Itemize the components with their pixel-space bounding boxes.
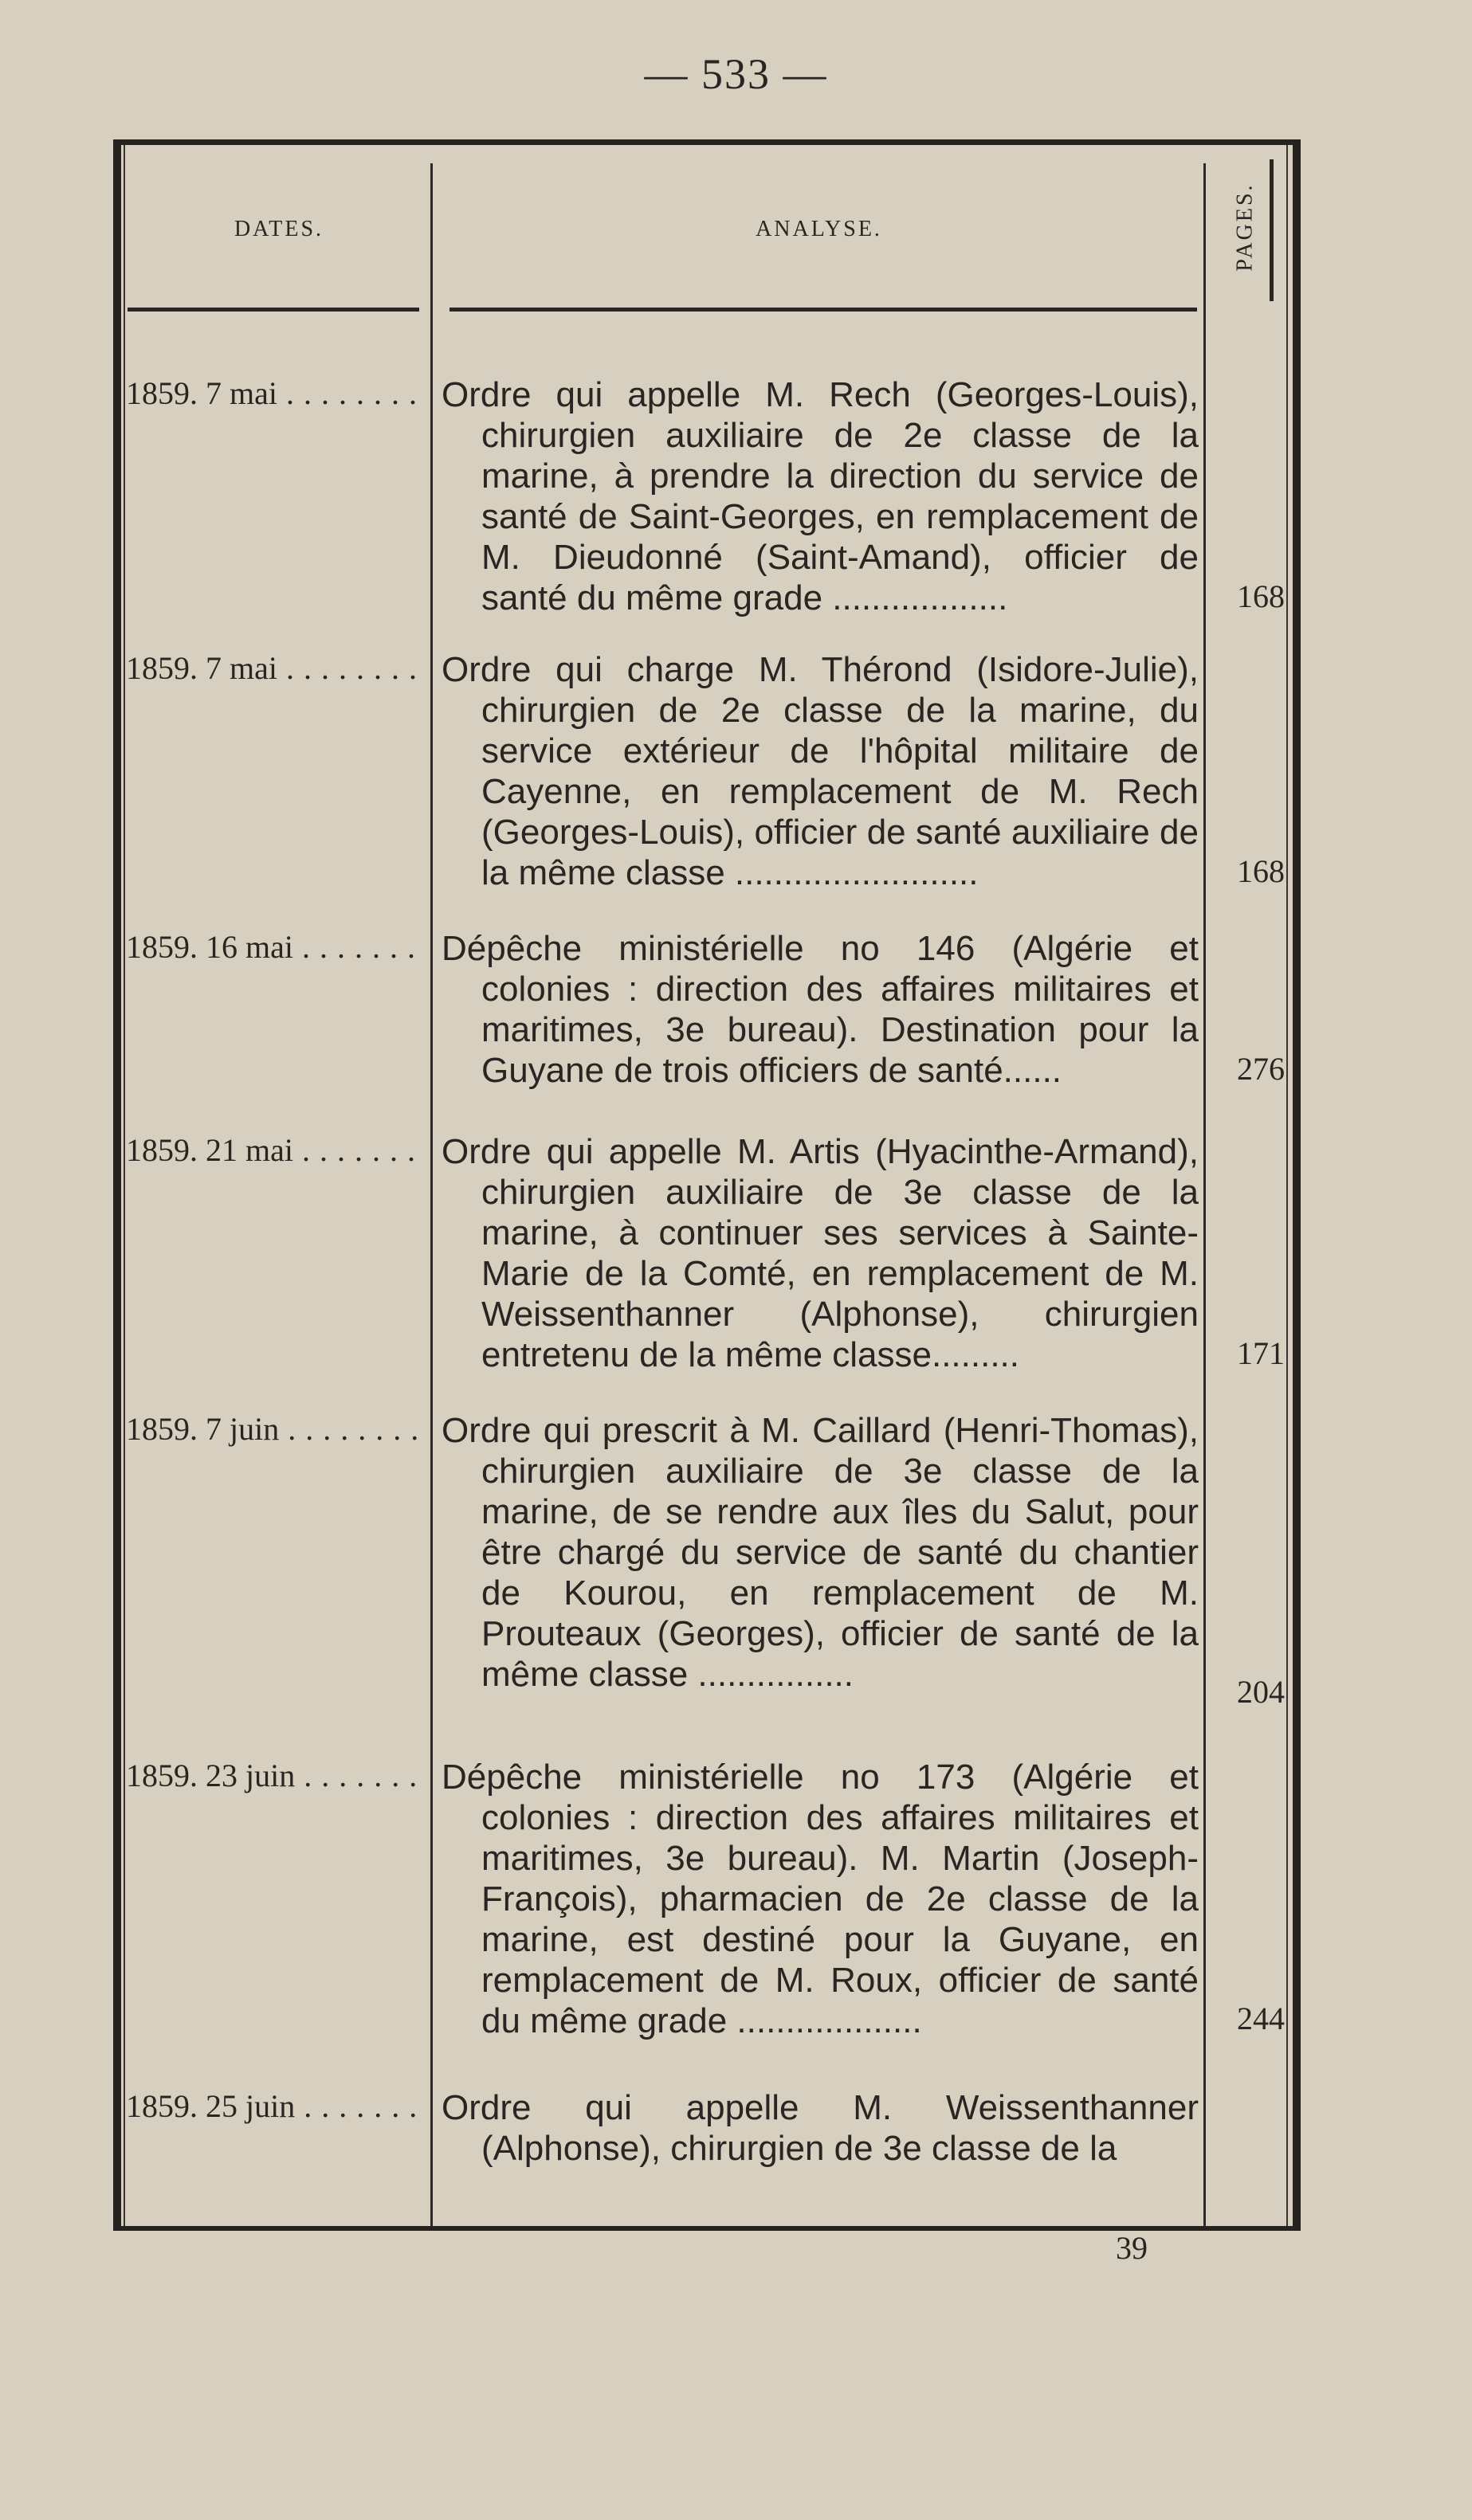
header-rule-pages: [1270, 159, 1274, 301]
header-rule-analyse: [449, 308, 1197, 312]
entry-date: 1859. 7 juin . . .: [126, 1410, 421, 1448]
header-dates: DATES.: [234, 217, 324, 241]
column-divider-dates: [430, 163, 433, 2227]
entry-date: 1859. 21 mai . . .: [126, 1131, 421, 1170]
entry-analyse-text: Dépêche ministérielle no 173 (Algérie et colonies : direction des affaires militaires et maritimes, 3e bureau). M. Martin (Joseph-François), pharmacien de 2e classe de la marine, est destiné pour la Guyane, en remplacement de M. Roux, officier de santé du même grade ...................: [442, 1758, 1199, 2040]
header-analyse: ANALYSE.: [756, 217, 882, 241]
entry-page: 168: [1237, 853, 1285, 889]
entry-analyse-text: Ordre qui appelle M. Rech (Georges-Louis), chirurgien auxiliaire de 2e classe de la marine, à prendre la direction du service de santé de Saint-Georges, en remplacement de M. Dieudonné (Saint-Amand), officier de santé du même grade ..................: [442, 375, 1199, 617]
header-rule-dates: [128, 308, 419, 312]
entry-page: 168: [1237, 578, 1285, 614]
running-head: — 533 —: [644, 50, 828, 98]
entry-date: 1859. 23 juin . . .: [126, 1757, 421, 1795]
entry-analyse: [442, 1131, 1199, 1375]
entry-page: 171: [1237, 1335, 1285, 1371]
entry-page: 276: [1237, 1051, 1285, 1087]
entry-date: 1859. 7 mai . . .: [126, 649, 421, 688]
frame-inner-left-rule: [124, 145, 125, 2226]
entry-analyse-text: Dépêche ministérielle no 146 (Algérie et colonies : direction des affaires militaires et maritimes, 3e bureau). Destination pour la Guyane de trois officiers de santé......: [442, 929, 1199, 1090]
entry-analyse: [442, 928, 1199, 1091]
entry-date: 1859. 25 juin . . .: [126, 2087, 421, 2126]
entry-analyse: [442, 2087, 1199, 2169]
entry-date: 1859. 16 mai . . .: [126, 928, 421, 966]
column-divider-analyse: [1203, 163, 1206, 2227]
entry-analyse: [442, 374, 1199, 618]
frame-inner-right-rule: [1286, 145, 1288, 2226]
entry-analyse-text: Ordre qui prescrit à M. Caillard (Henri-Thomas), chirurgien auxiliaire de 3e classe de la marine, de se rendre aux îles du Salut, pour être chargé du service de santé du chantier de Kourou, en remplacement de M. Prouteaux (Georges), officier de santé de la même classe ................: [442, 1411, 1199, 1694]
entry-page: 204: [1237, 1674, 1285, 1710]
folio: 39: [1116, 2230, 1148, 2266]
entry-analyse-text: Ordre qui appelle M. Artis (Hyacinthe-Armand), chirurgien auxiliaire de 3e classe de la marine, à continuer ses services à Sainte-Marie de la Comté, en remplacement de M. Weissenthanner (Alphonse), chirurgien entretenu de la même classe.........: [442, 1132, 1199, 1374]
entry-analyse: [442, 649, 1199, 893]
entry-analyse: [442, 1410, 1199, 1695]
entry-analyse-text: Ordre qui appelle M. Weissenthanner (Alphonse), chirurgien de 3e classe de la: [442, 2088, 1199, 2168]
entry-analyse-text: Ordre qui charge M. Thérond (Isidore-Julie), chirurgien de 2e classe de la marine, du service extérieur de l'hôpital militaire de Cayenne, en remplacement de M. Rech (Georges-Louis), officier de santé auxiliaire de la même classe .........................: [442, 650, 1199, 892]
header-pages-label: PAGES.: [1233, 182, 1258, 272]
entry-analyse: [442, 1757, 1199, 2041]
entry-page: 244: [1237, 2001, 1285, 2036]
entry-date: 1859. 7 mai . . .: [126, 374, 421, 413]
